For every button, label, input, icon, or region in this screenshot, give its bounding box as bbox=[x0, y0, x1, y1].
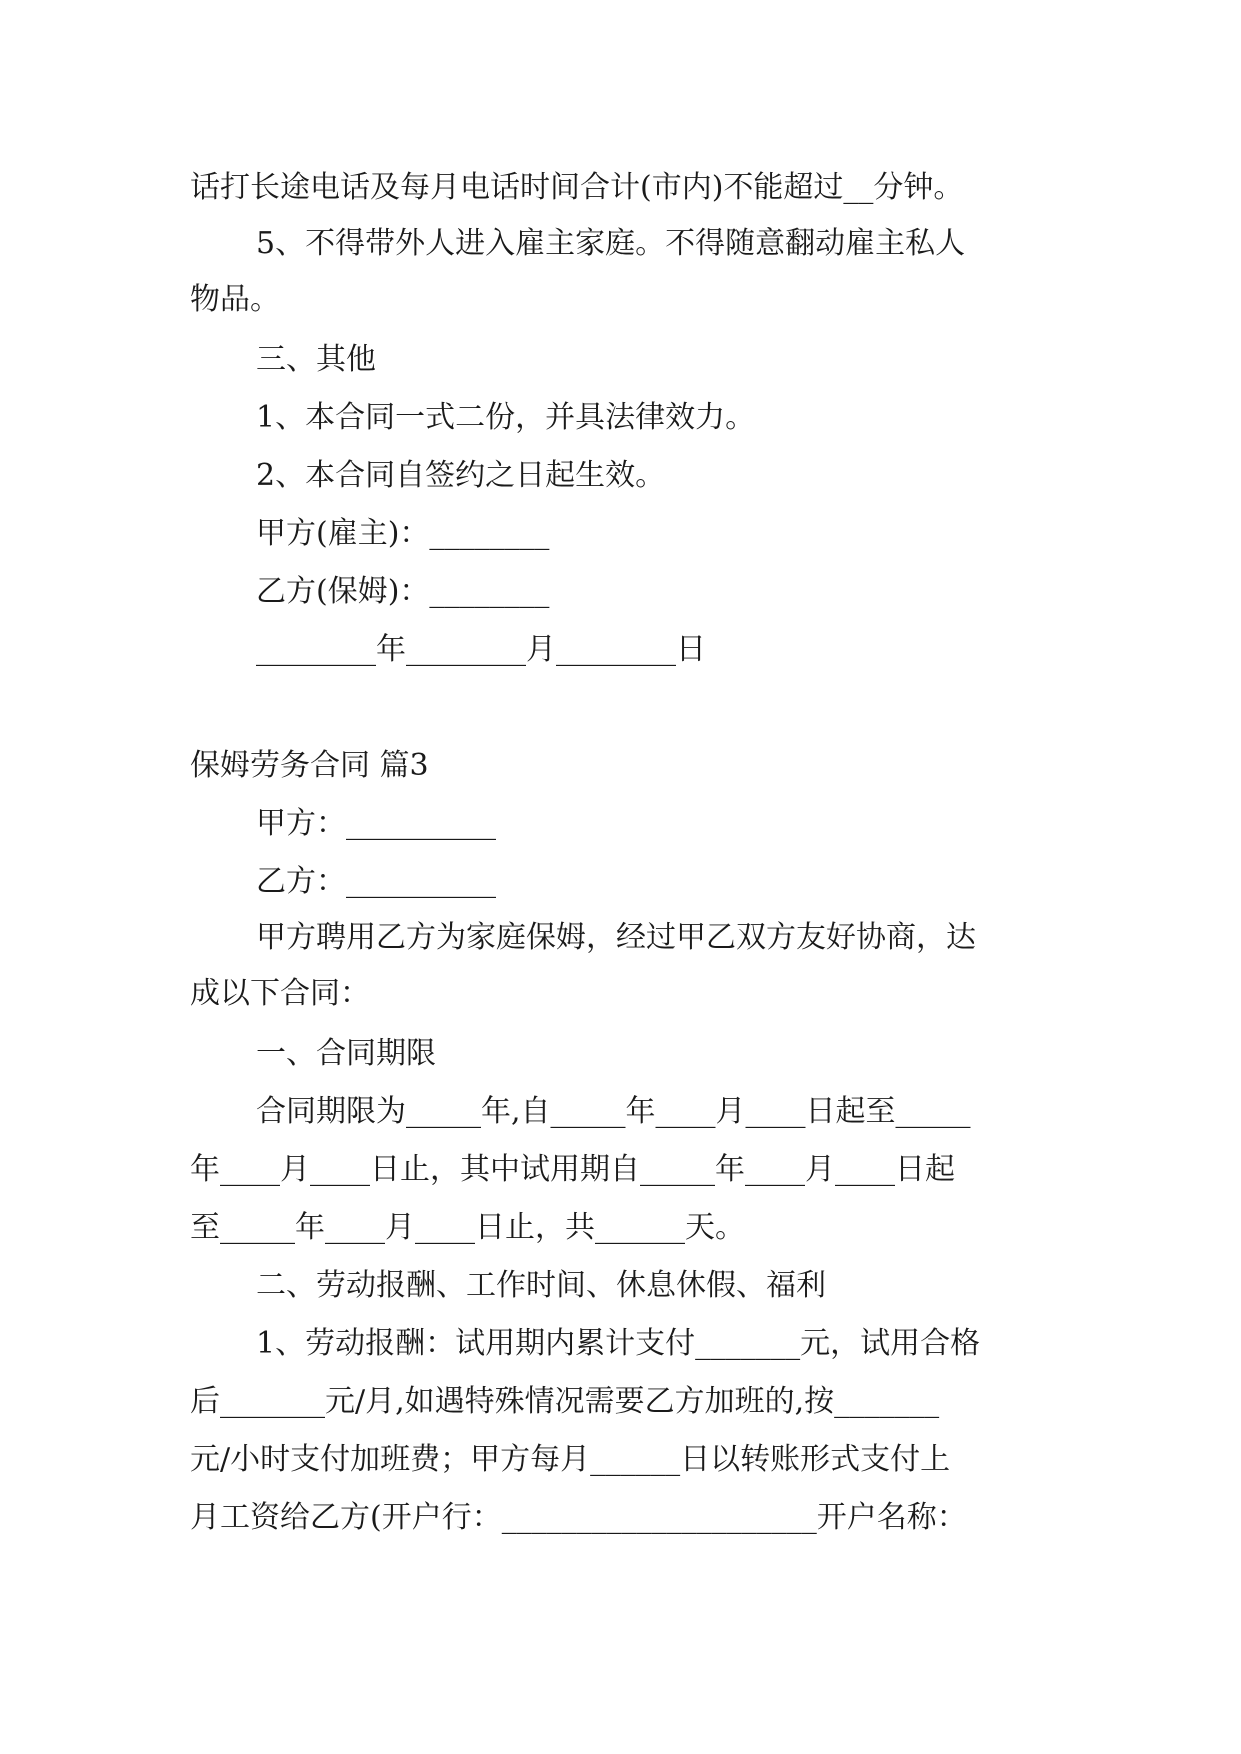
document-line: 甲方(雇主)：________ bbox=[256, 516, 550, 551]
section-heading: 保姆劳务合同 篇3 bbox=[190, 748, 429, 783]
document-line: 5、不得带外人进入雇主家庭。不得随意翻动雇主私人 bbox=[256, 226, 966, 261]
document-line: 后_______元/月,如遇特殊情况需要乙方加班的,按_______ bbox=[190, 1384, 940, 1419]
document-line: 元/小时支付加班费；甲方每月______日以转账形式支付上 bbox=[190, 1442, 951, 1477]
document-line: 1、本合同一式二份，并具法律效力。 bbox=[256, 400, 756, 435]
document-line: 至_____年____月____日止，共______天。 bbox=[190, 1210, 745, 1245]
document-line: 2、本合同自签约之日起生效。 bbox=[256, 458, 666, 493]
document-line: 甲方聘用乙方为家庭保姆，经过甲乙双方友好协商，达 bbox=[256, 920, 976, 955]
document-line: 甲方：__________ bbox=[256, 806, 496, 841]
document-line: 合同期限为_____年,自_____年____月____日起至_____ bbox=[256, 1094, 971, 1129]
document-line: 三、其他 bbox=[256, 342, 376, 377]
document-line: 乙方(保姆)：________ bbox=[256, 574, 550, 609]
document-line: 一、合同期限 bbox=[256, 1036, 436, 1071]
document-line: 物品。 bbox=[190, 282, 280, 317]
document-line: 乙方：__________ bbox=[256, 864, 496, 899]
document-line: 年____月____日止，其中试用期自_____年____月____日起 bbox=[190, 1152, 955, 1187]
document-line: 二、劳动报酬、工作时间、休息休假、福利 bbox=[256, 1268, 826, 1303]
document-line: 1、劳动报酬：试用期内累计支付_______元，试用合格 bbox=[256, 1326, 981, 1361]
document-line: 成以下合同： bbox=[190, 976, 370, 1011]
document-line: 月工资给乙方(开户行：_____________________开户名称： bbox=[190, 1500, 967, 1535]
document-line: 话打长途电话及每月电话时间合计(市内)不能超过__分钟。 bbox=[190, 170, 964, 205]
document-line: ________年________月________日 bbox=[256, 632, 706, 667]
